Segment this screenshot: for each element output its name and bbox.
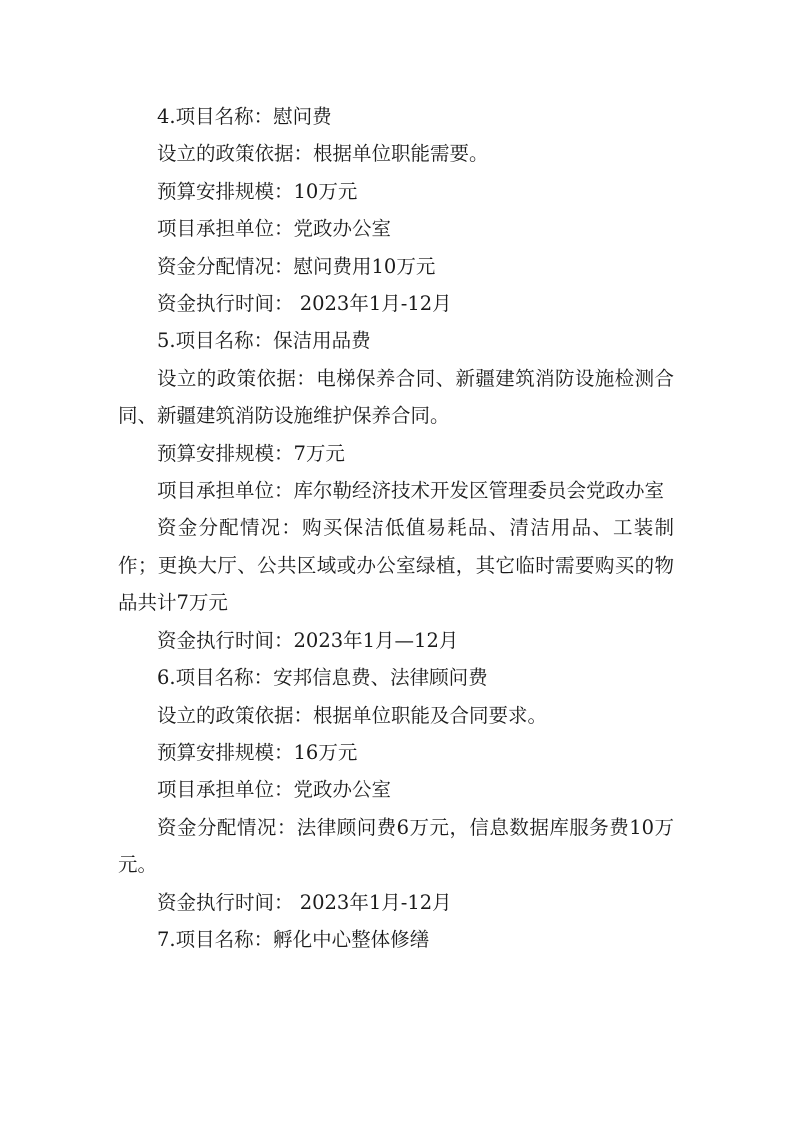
project-4-execution-time: 资金执行时间： 2023年1月-12月 xyxy=(157,292,452,316)
project-6-responsible-unit: 项目承担单位：党政办公室 xyxy=(157,778,392,802)
project-4-budget-scale: 预算安排规模：10万元 xyxy=(157,179,358,203)
project-5-responsible-unit: 项目承担单位：库尔勒经济技术开发区管理委员会党政办室 xyxy=(157,479,665,503)
project-6-policy-basis: 设立的政策依据：根据单位职能及合同要求。 xyxy=(157,703,548,727)
project-5-execution-time: 资金执行时间：2023年1月—12月 xyxy=(157,628,459,652)
project-4-fund-allocation: 资金分配情况：慰问费用10万元 xyxy=(157,254,436,278)
project-6-execution-time: 资金执行时间： 2023年1月-12月 xyxy=(157,890,452,914)
project-5-policy-basis: 设立的政策依据：电梯保养合同、新疆建筑消防设施检测合同、新疆建筑消防设施维护保养合同。 xyxy=(118,366,674,428)
project-5-fund-allocation: 资金分配情况：购买保洁低值易耗品、清洁用品、工装制作；更换大厅、公共区域或办公室绿植，其它临时需要购买的物品共计7万元 xyxy=(118,516,674,615)
project-7-title: 7.项目名称：孵化中心整体修缮 xyxy=(157,927,430,951)
project-6-title: 6.项目名称：安邦信息费、法律顾问费 xyxy=(157,666,488,690)
project-5-budget-scale: 预算安排规模：7万元 xyxy=(157,441,345,465)
project-4-title: 4.项目名称：慰问费 xyxy=(157,105,332,128)
project-6-fund-allocation: 资金分配情况：法律顾问费6万元，信息数据库服务费10万元。 xyxy=(118,815,674,877)
project-4-responsible-unit: 项目承担单位：党政办公室 xyxy=(157,217,392,241)
project-6-budget-scale: 预算安排规模：16万元 xyxy=(157,740,358,764)
project-5-title: 5.项目名称：保洁用品费 xyxy=(157,329,371,353)
project-4-policy-basis: 设立的政策依据：根据单位职能需要。 xyxy=(157,142,489,166)
document-page xyxy=(118,98,674,958)
